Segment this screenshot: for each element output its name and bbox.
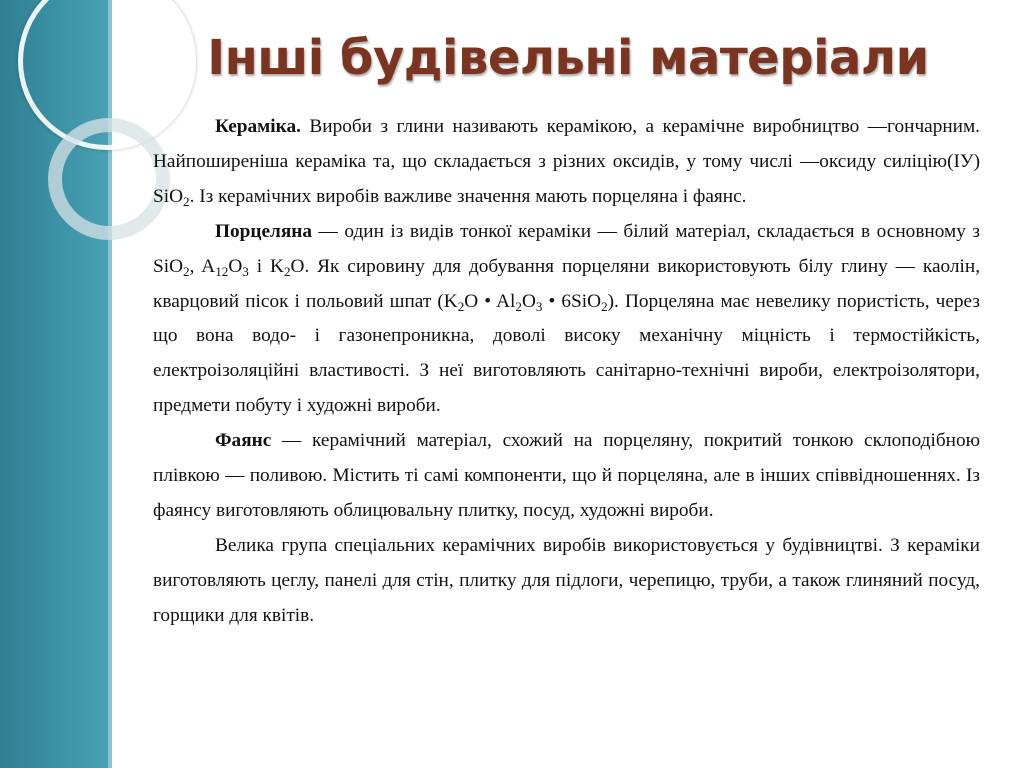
paragraph-text: ). Порцеляна має невелику пористість, через що вона водо- і газонепроникна, доволі високу механічну міцність і термостійкість, електроізоляційні властивості. З неї виготовляють санітарно-технічні вироби, електроізолятори, предмети побуту і художні вироби. [153, 290, 980, 417]
formula-silicon-oxide: SiO$_2$ [153, 185, 190, 209]
paragraph-text: . Як сировину для добування порцеляни використовують білу глину — каолін, кварцовий пісок і польовий шпат ( [153, 255, 981, 312]
paragraph-faience [153, 424, 980, 529]
paragraph-construction-ceramics [153, 529, 980, 634]
term-faience: Фаянс [215, 430, 272, 452]
term-porcelain: Порцеляна [215, 220, 313, 242]
paragraph-porcelain [153, 215, 980, 424]
paragraph-text: Вироби з глини називають керамікою, а керамічне виробництво —гончарним. Найпоширеніша кераміка та, що складається з різних оксидів, у тому числі —оксиду силіцію(ІУ) [153, 116, 980, 172]
decorative-ring-small [48, 118, 170, 240]
slide-title: Інші будівельні матеріали [207, 30, 929, 86]
slide-body [153, 110, 980, 634]
paragraph-text: — один із видів тонкої кераміки — білий матеріал, складається в основному з [312, 220, 980, 242]
paragraph-text: Велика група спеціальних керамічних виробів використовується у будівництві. З кераміки виготовляють цеглу, панелі для стін, плитку для підлоги, черепицю, труби, а також глиняний посуд, горщики для квітів. [153, 534, 980, 626]
paragraph-text: — керамічний матеріал, схожий на порцеляну, покритий тонкою склоподібною плівкою — поливою. Містить ті самі компоненти, що й порцеляна, але в інших співвідношеннях. Із фаянсу виготовляють облицювальну плитку, посуд, художні вироби. [153, 430, 980, 521]
formula-feldspar: $K_2O$ • $Al_2O_3$ • 6SiO$_2$ [443, 290, 608, 314]
formula-porcelain-oxides: SiO$_2$, $A_{12}O_3$ і $K_2O$ [153, 255, 305, 279]
paragraph-text: . Із керамічних виробів важливе значення мають порцеляна і фаянс. [189, 185, 747, 207]
paragraph-ceramics [153, 110, 980, 215]
term-ceramics: Кераміка. [215, 116, 301, 137]
